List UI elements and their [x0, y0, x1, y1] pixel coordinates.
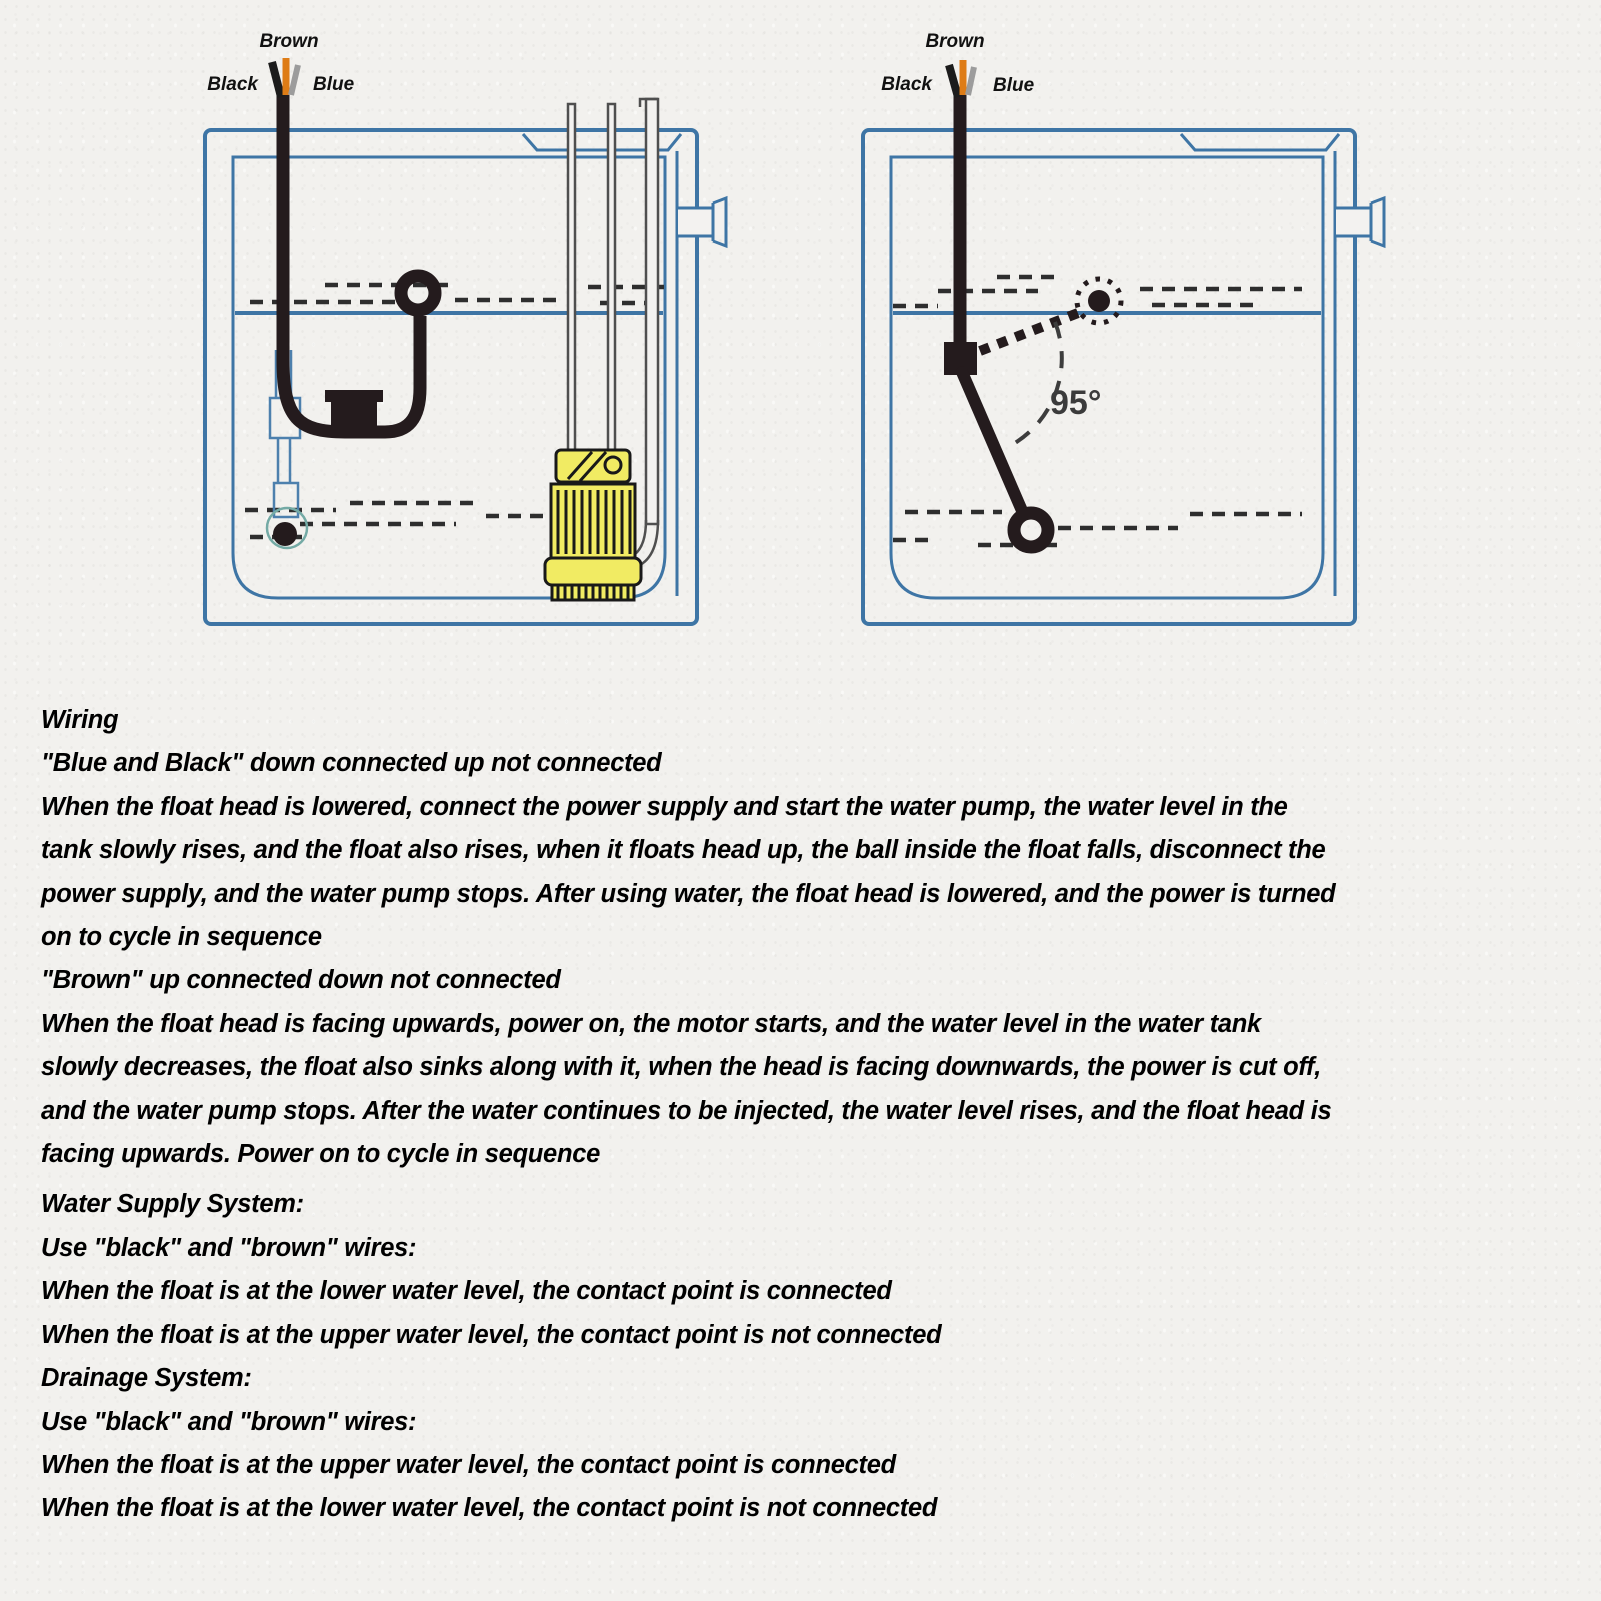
instruction-line: Use "black" and "brown" wires:	[41, 1233, 417, 1262]
float-ring	[1014, 513, 1048, 547]
pipe-rod-1	[568, 104, 575, 452]
instruction-text	[41, 699, 1335, 1531]
right-label-blue: Blue	[993, 75, 1035, 96]
drainage-heading: Drainage System:	[41, 1364, 252, 1393]
instruction-line: on to cycle in sequence	[41, 923, 322, 952]
wire-black-strand	[949, 65, 958, 97]
left-tank-diagram	[205, 31, 726, 624]
left-label-brown: Brown	[259, 31, 319, 52]
instruction-line: Use "black" and "brown" wires:	[41, 1407, 417, 1436]
right-label-brown: Brown	[925, 31, 985, 52]
instruction-line: power supply, and the water pump stops. After using water, the float head is lowered, and the power is turned	[41, 879, 1336, 908]
instruction-line: facing upwards. Power on to cycle in sequence	[41, 1140, 600, 1169]
right-tank	[863, 130, 1384, 624]
instruction-line: slowly decreases, the float also sinks along with it, when the head is facing downwards, the power is cut off,	[41, 1053, 1322, 1082]
cable-counterweight	[325, 390, 383, 434]
instruction-line: When the float is at the upper water level, the contact point is connected	[41, 1450, 896, 1479]
float-ring	[401, 276, 435, 310]
outlet-pipe	[1335, 198, 1384, 246]
float-up-dot	[1088, 290, 1110, 312]
wire-blue-strand	[968, 67, 974, 95]
angle-label: 95°	[1050, 384, 1102, 422]
inlet-funnel	[1181, 134, 1339, 150]
outlet-pipe	[677, 198, 726, 246]
instruction-line: and the water pump stops. After the water continues to be injected, the water level rises, and the float head is	[41, 1096, 1332, 1125]
instruction-line: When the float head is facing upwards, power on, the motor starts, and the water level in the water tank	[41, 1009, 1261, 1038]
float-switch-diagrams	[0, 0, 1601, 690]
float-cable	[283, 95, 420, 432]
right-label-black: Black	[881, 74, 932, 95]
right-tank-diagram	[863, 31, 1384, 624]
water-supply-heading: Water Supply System:	[41, 1190, 304, 1219]
wiring-heading: Wiring	[41, 706, 119, 734]
instruction-line: When the float head is lowered, connect the power supply and start the water pump, the water level in the	[41, 792, 1288, 821]
instruction-line: When the float is at the lower water level, the contact point is not connected	[41, 1494, 938, 1523]
float-arm-down	[962, 372, 1023, 513]
wire-blue-strand	[291, 65, 298, 95]
pipe-rod-2	[608, 104, 615, 458]
pump-cap-port	[605, 457, 621, 473]
left-label-blue: Blue	[313, 74, 355, 95]
instruction-line: "Brown" up connected down not connected	[41, 966, 561, 995]
discharge-pipe	[646, 99, 658, 524]
tube-ball	[273, 522, 297, 546]
instruction-line: When the float is at the lower water level, the contact point is connected	[41, 1277, 892, 1306]
float-arm-up-dotted	[980, 313, 1078, 351]
left-label-black: Black	[207, 74, 258, 95]
submersible-pump	[545, 450, 641, 600]
instruction-line: "Blue and Black" down connected up not connected	[41, 749, 662, 778]
pump-band	[545, 558, 641, 585]
instruction-line: When the float is at the upper water level, the contact point is not connected	[41, 1320, 942, 1349]
float-switch-pivot-assembly	[944, 60, 1121, 547]
instruction-line: tank slowly rises, and the float also rises, when it floats head up, the ball inside the float falls, disconnect the	[41, 836, 1326, 865]
wire-black-strand	[272, 62, 281, 97]
